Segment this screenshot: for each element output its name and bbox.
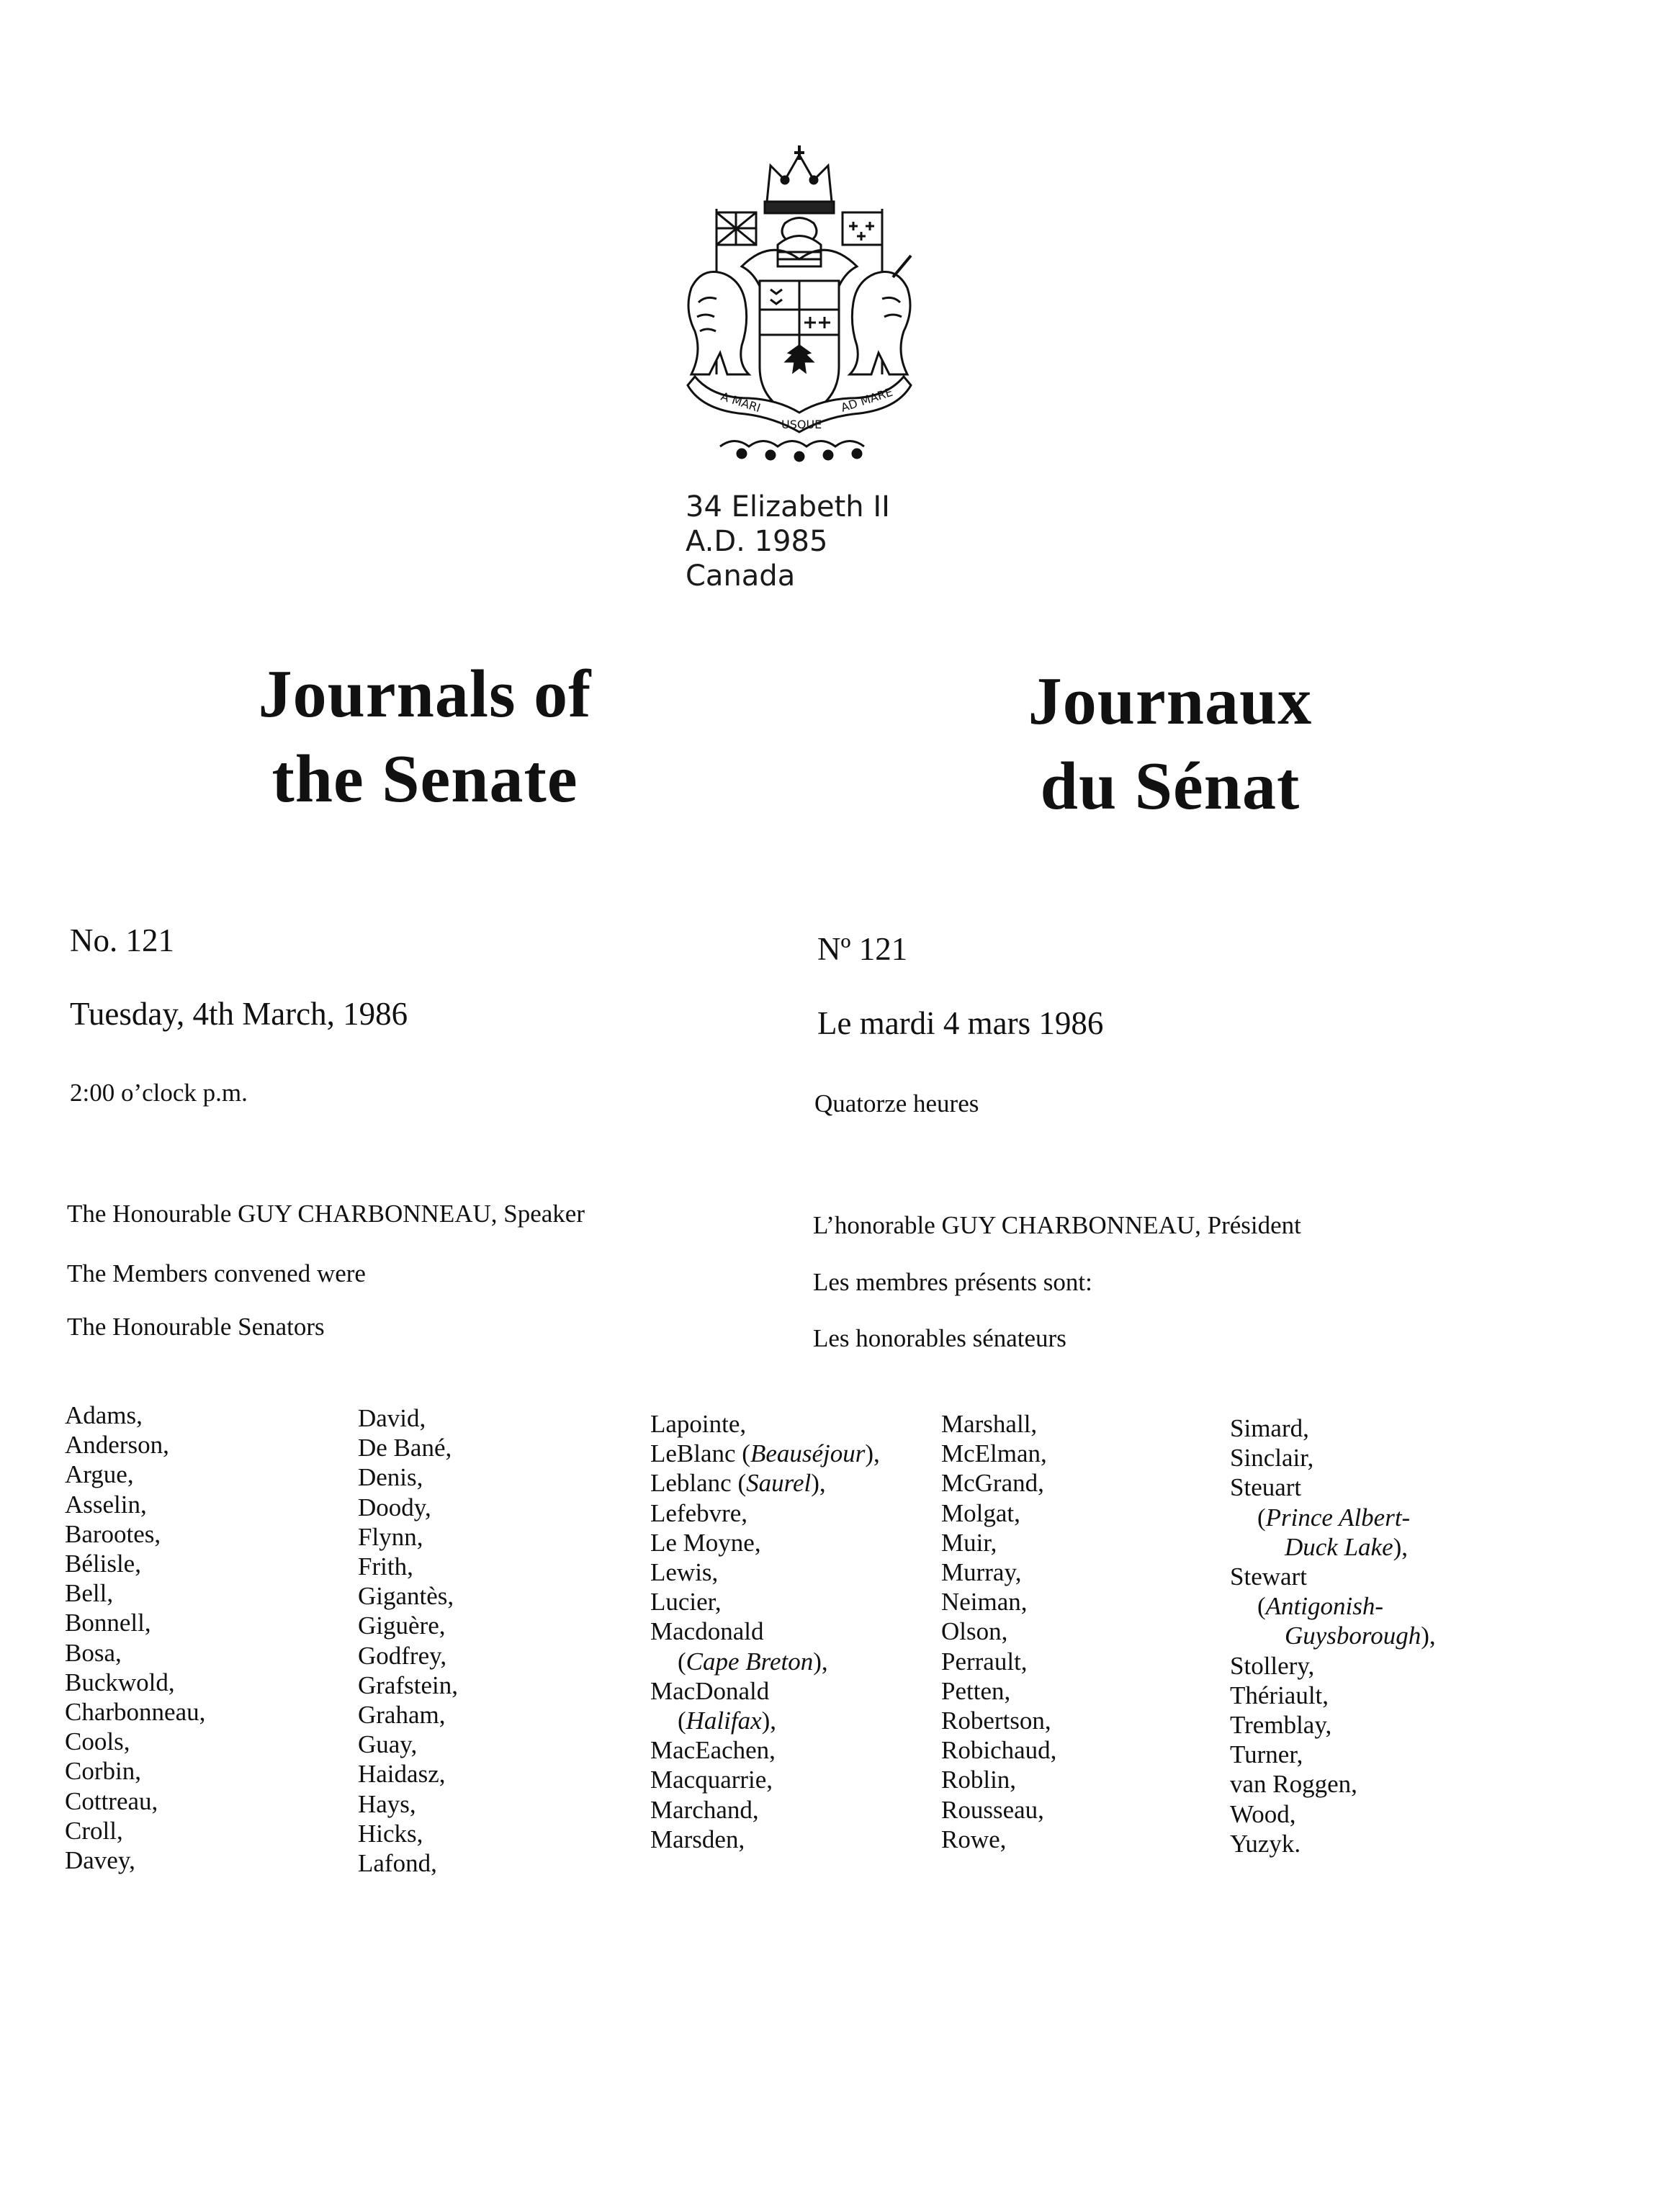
title-french: [936, 659, 1404, 829]
title-french-line1: Journaux: [1028, 664, 1313, 739]
list-item: Godfrey,: [358, 1641, 447, 1670]
list-item: Leblanc (Saurel),: [650, 1469, 826, 1498]
list-item: De Bané,: [358, 1434, 452, 1462]
senators-column-1: [65, 1401, 205, 1875]
list-item: Olson,: [941, 1617, 1008, 1646]
title-french-line2: du Sénat: [1040, 749, 1301, 824]
list-item: MacDonald: [650, 1676, 770, 1705]
list-item: Tremblay,: [1230, 1711, 1332, 1740]
list-item: Lafond,: [358, 1849, 437, 1878]
list-item: McGrand,: [941, 1469, 1044, 1498]
list-item-riding: (Prince Albert-: [1257, 1503, 1411, 1532]
title-english: [173, 652, 677, 822]
list-item: Molgat,: [941, 1498, 1020, 1527]
unicorn-supporter-icon: [850, 256, 911, 374]
list-item: Graham,: [358, 1701, 446, 1730]
list-item: Hays,: [358, 1789, 416, 1818]
list-item: Muir,: [941, 1528, 997, 1557]
list-item-riding: Duck Lake),: [1285, 1532, 1409, 1561]
list-item: Sinclair,: [1230, 1444, 1314, 1473]
list-item: Adams,: [65, 1401, 143, 1429]
list-item: Stewart: [1230, 1563, 1307, 1591]
list-item: Doody,: [358, 1493, 431, 1521]
list-item: Hicks,: [358, 1819, 423, 1848]
country: Canada: [686, 559, 796, 593]
speaker-french: L’honorable GUY CHARBONNEAU, Président: [813, 1211, 1301, 1239]
number-french: Nº 121: [817, 931, 908, 967]
list-item: Bonnell,: [65, 1609, 151, 1637]
list-item: Roblin,: [941, 1766, 1017, 1794]
list-item: Haidasz,: [358, 1760, 446, 1789]
date-english: Tuesday, 4th March, 1986: [70, 996, 408, 1032]
list-item: Thériault,: [1230, 1681, 1329, 1709]
list-item: Denis,: [358, 1463, 423, 1492]
date-french: Le mardi 4 mars 1986: [817, 1005, 1104, 1041]
list-item: Petten,: [941, 1676, 1011, 1705]
list-item: Grafstein,: [358, 1671, 458, 1699]
list-item-riding: (Cape Breton),: [678, 1647, 828, 1676]
list-item: Barootes,: [65, 1519, 161, 1548]
lion-supporter-icon: [688, 272, 749, 375]
list-item-riding: (Antigonish-: [1257, 1592, 1383, 1621]
members-intro-french: Les membres présents sont:: [813, 1268, 1092, 1296]
motto-left: A MARI: [719, 389, 763, 415]
list-item: Robichaud,: [941, 1736, 1057, 1765]
list-item: Bosa,: [65, 1638, 122, 1667]
list-item: MacEachen,: [650, 1736, 776, 1765]
list-item: Gigantès,: [358, 1582, 454, 1611]
senators-column-4: [941, 1409, 1056, 1854]
list-item: Corbin,: [65, 1757, 141, 1786]
list-item: Turner,: [1230, 1740, 1303, 1769]
motto-right: AD MARE: [839, 385, 894, 415]
list-item: Charbonneau,: [65, 1698, 206, 1727]
list-item: Lucier,: [650, 1588, 722, 1617]
title-english-line1: Journals of: [258, 657, 592, 732]
list-item: Bélisle,: [65, 1550, 141, 1578]
list-item: Argue,: [65, 1460, 134, 1489]
senators-heading-english: The Honourable Senators: [67, 1313, 325, 1341]
list-item: LeBlanc (Beauséjour),: [650, 1439, 880, 1468]
list-item-riding: (Halifax),: [678, 1707, 777, 1735]
senators-heading-french: Les honorables sénateurs: [813, 1324, 1066, 1352]
list-item: Macquarrie,: [650, 1766, 773, 1794]
regnal-year: 34 Elizabeth II: [686, 490, 890, 523]
list-item: Rousseau,: [941, 1795, 1044, 1824]
coat-of-arms: [677, 137, 922, 475]
list-item: Robertson,: [941, 1707, 1051, 1735]
list-item: Macdonald: [650, 1617, 764, 1646]
list-item: van Roggen,: [1230, 1770, 1357, 1799]
regnal-date-block: [686, 490, 890, 593]
list-item: Marshall,: [941, 1410, 1038, 1438]
list-item: Guay,: [358, 1730, 418, 1759]
speaker-english: The Honourable GUY CHARBONNEAU, Speaker: [67, 1200, 585, 1228]
list-item-riding: Guysborough),: [1285, 1622, 1436, 1650]
number-english: No. 121: [70, 922, 174, 958]
list-item: Lefebvre,: [650, 1498, 748, 1527]
list-item: Wood,: [1230, 1799, 1296, 1828]
list-item: Lapointe,: [650, 1410, 747, 1438]
list-item: Davey,: [65, 1846, 135, 1875]
list-item: Neiman,: [941, 1588, 1028, 1617]
list-item: David,: [358, 1404, 426, 1432]
time-french: Quatorze heures: [814, 1089, 979, 1118]
list-item: Stollery,: [1230, 1651, 1315, 1680]
list-item: Steuart: [1230, 1473, 1302, 1502]
title-english-line2: the Senate: [271, 742, 578, 817]
list-item: Cottreau,: [65, 1786, 158, 1815]
members-intro-english: The Members convened were: [67, 1259, 366, 1287]
list-item: Giguère,: [358, 1611, 446, 1640]
list-item: Yuzyk.: [1230, 1829, 1301, 1858]
list-item: Cools,: [65, 1727, 130, 1756]
list-item: Murray,: [941, 1558, 1022, 1587]
motto-center: USQUE: [781, 418, 822, 431]
calendar-year: A.D. 1985: [686, 525, 828, 558]
list-item: Frith,: [358, 1552, 413, 1581]
list-item: Lewis,: [650, 1558, 719, 1587]
senators-column-5: [1230, 1413, 1436, 1858]
list-item: Anderson,: [65, 1431, 169, 1460]
list-item: Asselin,: [65, 1490, 147, 1519]
list-item: Marchand,: [650, 1795, 759, 1824]
crown-icon: [765, 145, 834, 213]
shield-icon: [760, 281, 839, 418]
list-item: Le Moyne,: [650, 1528, 761, 1557]
list-item: Perrault,: [941, 1647, 1028, 1676]
list-item: Marsden,: [650, 1825, 745, 1853]
list-item: Flynn,: [358, 1522, 423, 1551]
list-item: Bell,: [65, 1579, 114, 1608]
senators-column-2: [358, 1403, 458, 1878]
senators-column-3: [650, 1409, 880, 1854]
list-item: Buckwold,: [65, 1668, 175, 1696]
list-item: McElman,: [941, 1439, 1047, 1468]
list-item: Croll,: [65, 1816, 123, 1845]
time-english: 2:00 o’clock p.m.: [70, 1079, 248, 1107]
list-item: Simard,: [1230, 1414, 1309, 1442]
list-item: Rowe,: [941, 1825, 1007, 1853]
